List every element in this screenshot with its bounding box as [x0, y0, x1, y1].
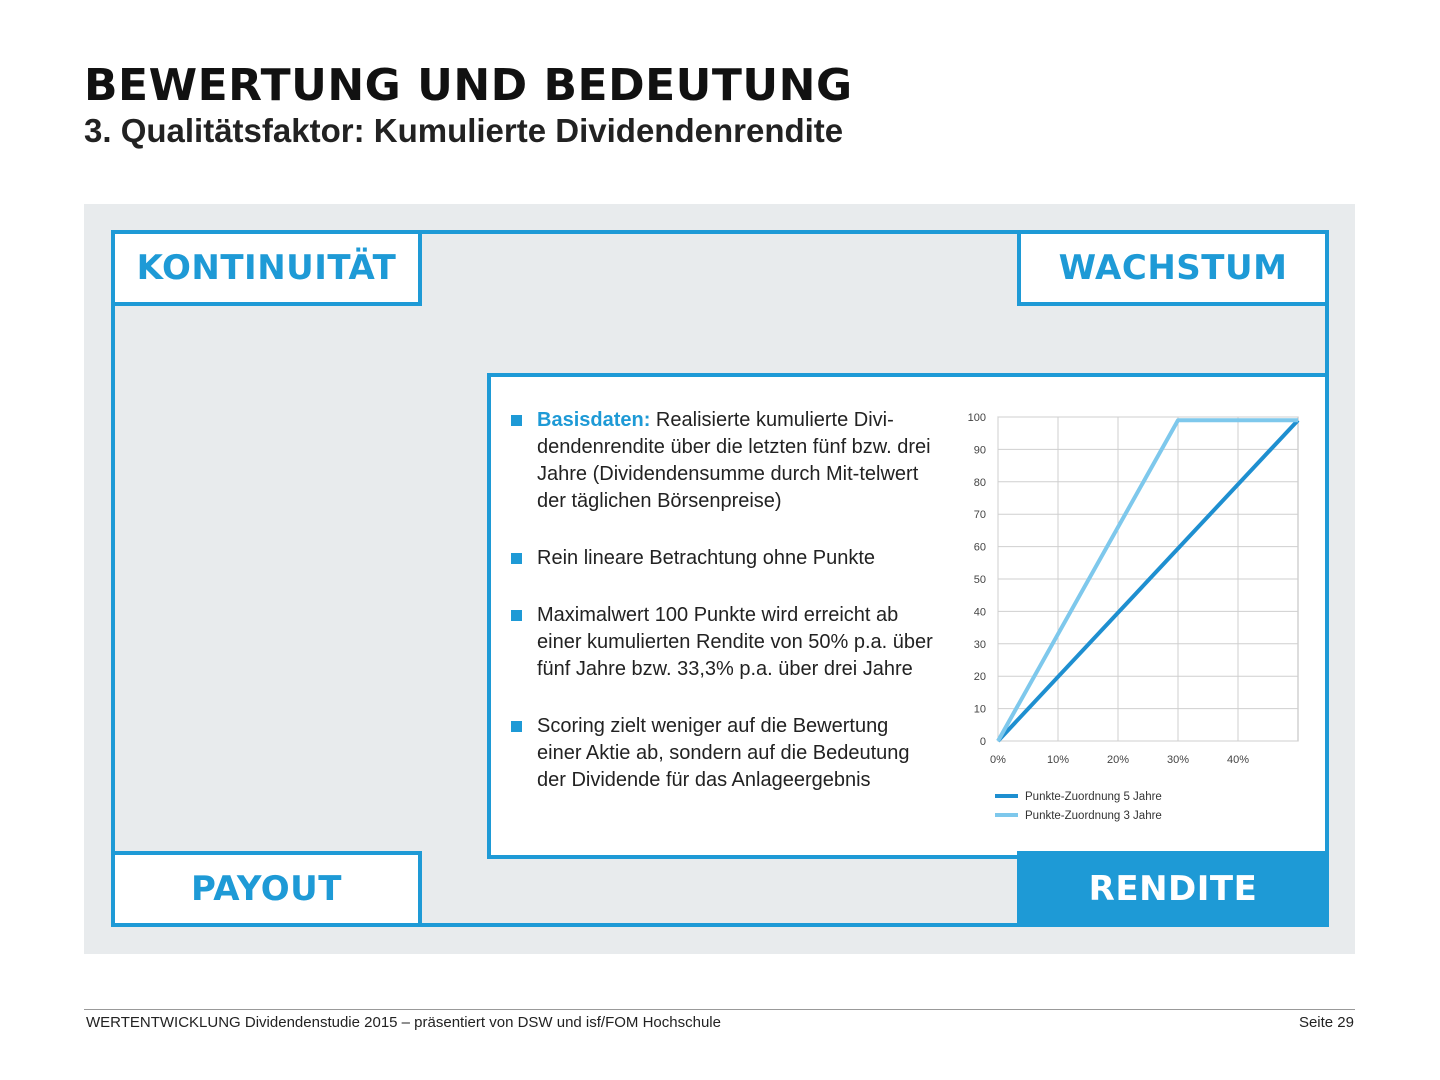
y-tick-label: 50 — [973, 574, 986, 586]
page-number: Seite 29 — [1298, 1014, 1354, 1031]
bullet-highlight: Basisdaten: — [537, 409, 651, 431]
y-tick-label: 10 — [973, 703, 986, 716]
y-tick-label: 20 — [973, 671, 986, 684]
bullet-item — [508, 545, 938, 572]
corner-kontinuitaet: KONTINUITÄT — [111, 230, 422, 306]
corner-wachstum: WACHSTUM — [1017, 230, 1329, 306]
bullet-list — [508, 407, 938, 824]
page-title: BEWERTUNG UND BEDEUTUNG — [84, 60, 853, 111]
bullet-text: Realisierte kumulierte Divi-dendenrendite über die letzten fünf bzw. drei Jahre (Dividendensumme durch Mit-telwert der täglichen Börsenpreise) — [537, 409, 931, 512]
legend-label: Punkte-Zuordnung 3 Jahre — [1025, 810, 1162, 822]
bullet-text: Scoring zielt weniger auf die Bewertung einer Aktie ab, sondern auf die Bedeutung der Dividende für das Anlageergebnis — [537, 715, 910, 791]
x-tick-label: 20% — [1106, 754, 1130, 766]
y-tick-label: 100 — [967, 412, 986, 424]
y-tick-label: 70 — [973, 509, 986, 522]
x-tick-label: 30% — [1166, 754, 1190, 766]
bullet-square-icon — [511, 721, 522, 732]
corner-payout: PAYOUT — [111, 851, 422, 927]
bullet-text: Rein lineare Betrachtung ohne Punkte — [537, 547, 876, 569]
footer-divider — [84, 1009, 1355, 1010]
y-tick-label: 0 — [979, 736, 986, 748]
x-tick-label: 0% — [990, 754, 1006, 766]
x-tick-label: 10% — [1046, 754, 1070, 766]
bullet-square-icon — [511, 553, 522, 564]
series-line-5-jahre — [998, 420, 1298, 741]
legend-label: Punkte-Zuordnung 5 Jahre — [1025, 791, 1162, 803]
bullet-square-icon — [511, 415, 522, 426]
corner-rendite-active: RENDITE — [1017, 851, 1329, 927]
rendite-line-chart — [955, 405, 1315, 835]
page-subtitle: 3. Qualitätsfaktor: Kumulierte Dividendenrendite — [84, 112, 844, 149]
bullet-text: Maximalwert 100 Punkte wird erreicht ab einer kumulierten Rendite von 50% p.a. über fünf Jahre bzw. 33,3% p.a. über drei Jahre — [537, 604, 933, 680]
y-tick-label: 80 — [973, 476, 986, 489]
y-tick-label: 30 — [973, 638, 986, 651]
bullet-item — [508, 407, 938, 515]
bullet-square-icon — [511, 610, 522, 621]
y-tick-label: 90 — [973, 444, 986, 457]
bullet-item — [508, 713, 938, 794]
x-tick-label: 40% — [1226, 754, 1250, 766]
bullet-item — [508, 602, 938, 683]
footer-text: WERTENTWICKLUNG Dividendenstudie 2015 – präsentiert von DSW und isf/FOM Hochschule — [86, 1014, 721, 1031]
y-tick-label: 60 — [973, 541, 986, 554]
y-tick-label: 40 — [973, 606, 986, 619]
